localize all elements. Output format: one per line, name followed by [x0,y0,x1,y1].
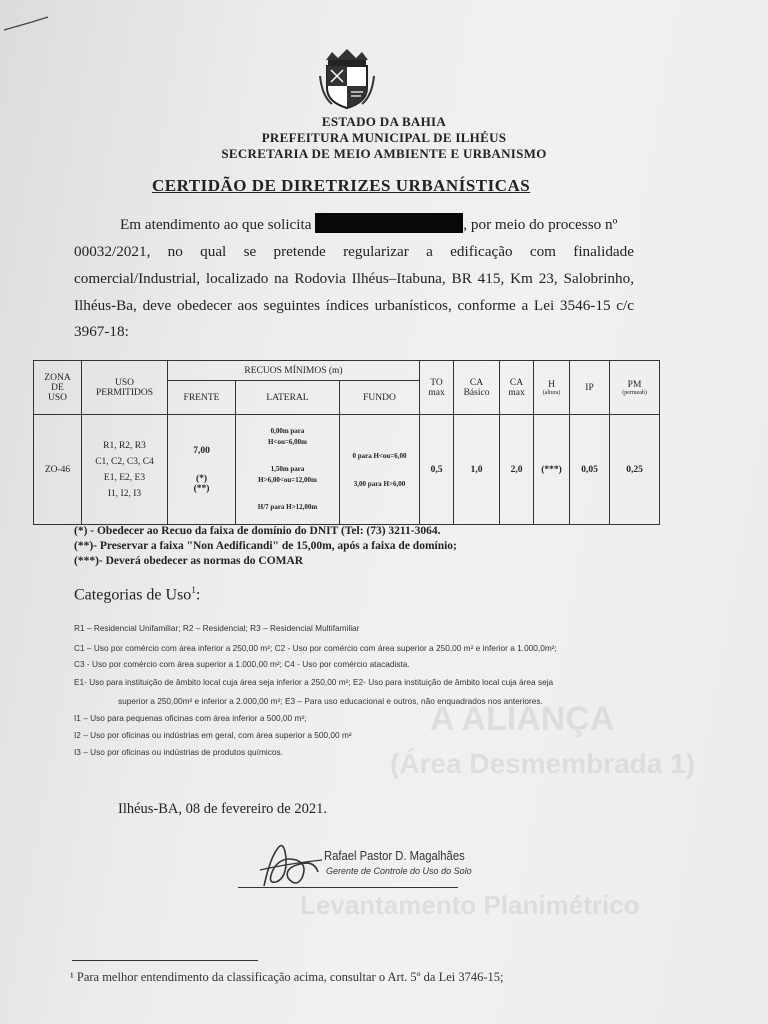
header-text: CA [509,377,524,388]
header-ca-basico [454,361,500,415]
category-item: I1 – Uso para pequenas oficinas com área inferior a 500,00 m²; [74,713,307,723]
header-lateral: LATERAL [236,381,340,415]
category-item: I2 – Uso por oficinas ou indústrias em geral, com área superior a 500,00 m² [74,730,352,740]
header-uso [82,361,168,415]
intro-line-3: comercial/Industrial, localizado na Rodovia Ilhéus–Itabuna, BR 415, Km 23, Salobrinho, [74,270,634,287]
intro-text: Em atendimento ao que solicita [120,216,312,233]
footnote-marker: 1 [191,585,196,595]
note-item: (***)- Deverá obedecer as normas do COMAR [74,555,304,567]
intro-text: , por meio do processo nº [463,216,618,233]
header-text: TO [430,377,443,388]
cell-fundo [340,415,420,525]
header-text: max [428,387,445,398]
pen-scribble-mark [2,14,52,34]
handwritten-signature [256,838,326,890]
cell-text: H>6,00<ou=12,00m [258,476,317,484]
cell-text: (**) [193,483,210,494]
header-h [534,361,570,415]
cell-text: I1, I2, I3 [107,488,142,499]
cell-text: 7,00 [193,445,210,456]
cell-text: R1, R2, R3 [103,440,146,451]
category-item: C1 – Uso por comércio com área inferior a 250,00 m²; C2 - Uso por comércio com área superior a 250,00 m² e inferior a 1.000,0m²; [74,643,557,653]
signer-name: Rafael Pastor D. Magalhães [324,849,465,863]
cell-to: 0,5 [420,415,454,525]
bleed-through-text: (Área Desmembrada 1) [390,748,696,779]
header-text: PERMITIDOS [95,387,153,398]
cell-lateral [236,415,340,525]
category-item: superior a 250,00m² e inferior a 2.000,00 m²; E3 – Para uso educacional e outros, não enquadrados nos anteriores. [118,696,543,706]
footnote-text: ¹ Para melhor entendimento da classificação acima, consultar o Art. 5º da Lei 3746-15; [70,970,504,984]
header-city-hall: PREFEITURA MUNICIPAL DE ILHÉUS [261,130,507,145]
document-title: CERTIDÃO DE DIRETRIZES URBANÍSTICAS [152,176,531,195]
header-text: CA [469,377,484,388]
cell-text: 3,00 para H>6,00 [353,479,406,488]
header-recuos: RECUOS MÍNIMOS (m) [168,361,420,381]
header-text: max [508,387,525,398]
cell-usos [82,415,168,525]
table-row [34,415,660,525]
intro-line-5: 3967-18: [74,323,129,340]
table-notes [74,524,457,569]
category-item: C3 - Uso por comércio com área superior a 1.000,00 m²; C4 - Uso por comércio atacadista. [74,659,410,669]
cell-ca-max: 2,0 [500,415,534,525]
header-text: USO [114,377,134,388]
cell-text: 0,00m para [270,427,305,435]
header-text: USO [47,392,67,403]
header-text: (permeab) [622,389,647,396]
header-secretariat: SECRETARIA DE MEIO AMBIENTE E URBANISMO [221,146,547,161]
header-frente: FRENTE [168,381,236,415]
header-ca-max [500,361,534,415]
cell-text: (*) [195,473,208,484]
coat-of-arms-icon [318,46,376,110]
cell-text: C1, C2, C3, C4 [95,456,154,467]
intro-line-2: 00032/2021, no qual se pretende regularizar a edificação com finalidade [74,243,634,260]
issue-date: Ilhéus-BA, 08 de fevereiro de 2021. [118,801,327,817]
header-text: (altura) [542,389,561,396]
cell-ip: 0,05 [570,415,610,525]
note-item: (*) - Obedecer ao Recuo da faixa de domínio do DNIT (Tel: (73) 3211-3064. [74,525,441,537]
header-text: Básico [463,387,490,398]
cell-text: 1,50m para [270,465,305,473]
intro-line-1 [120,212,634,239]
header-text: H [548,379,555,390]
header-fundo: FUNDO [340,381,420,415]
header-state: ESTADO DA BAHIA [321,114,447,129]
header-ip: IP [570,361,610,415]
header-text: ZONA [44,372,71,383]
cell-text: 0 para H<ou=6,00 [352,451,407,460]
footnote-divider [72,960,258,961]
signature-line [238,887,458,888]
cell-text: H<ou=6,00m [268,438,307,446]
cell-frente [168,415,236,525]
cell-h: (***) [534,415,570,525]
bleed-through-text: A ALIANÇA [430,700,615,738]
categories-heading-text: Categorias de Uso [74,586,192,604]
cell-text: H/7 para H>12,00m [257,503,318,511]
urban-indices-table [33,360,660,525]
cell-pm: 0,25 [610,415,660,525]
header-text: DE [51,382,64,393]
header-to [420,361,454,415]
cell-zona: ZO-46 [34,415,82,525]
signer-role: Gerente de Controle do Uso do Solo [326,866,472,876]
bleed-through-text: Levantamento Planimétrico [300,890,640,920]
category-item: I3 – Uso por oficinas ou indústrias de produtos químicos. [74,747,283,757]
cell-text: E1, E2, E3 [103,472,146,483]
cell-ca-basico: 1,0 [454,415,500,525]
header-pm [610,361,660,415]
category-item: R1 – Residencial Unifamiliar; R2 – Residencial; R3 – Residencial Multifamiliar [74,623,360,633]
redacted-name-block [315,213,463,233]
intro-line-4: Ilhéus-Ba, deve obedecer aos seguintes índices urbanísticos, conforme a Lei 3546-15 c/c [74,297,634,314]
note-item: (**)- Preservar a faixa "Non Aedificandi" de 15,00m, após a faixa de domínio; [74,540,457,552]
header-zona [34,361,82,415]
categories-heading: Categorias de Uso$^1$: [74,585,201,604]
header-text: PM [627,379,642,390]
category-item: E1- Uso para instituição de âmbito local cuja área seja inferior a 250,00 m²; E2- Uso para instituição de âmbito local cuja área seja [74,677,554,687]
